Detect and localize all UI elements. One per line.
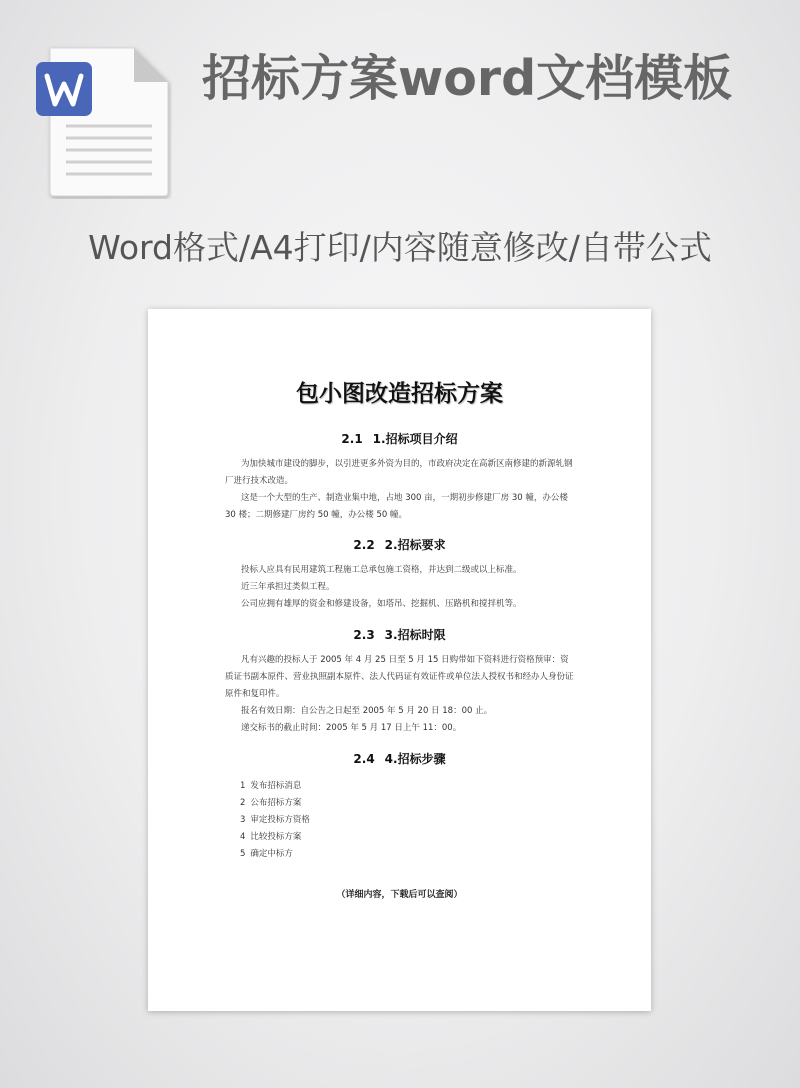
paragraph: 投标人应具有民用建筑工程施工总承包施工资格，并达到二级或以上标准。: [241, 565, 522, 575]
list-item: 2 公布招标方案: [240, 798, 302, 808]
document-title: 包小图改造招标方案: [296, 381, 503, 407]
paragraph: 这是一个大型的生产、制造业集中地，占地 300 亩，一期初步修建厂房 30 幢，办公楼 30 楼；二期修建厂房约 50 幢，办公楼 50 幢。: [225, 493, 568, 520]
paragraph: 凡有兴趣的投标人于 2005 年 4 月 25 日至 5 月 15 日购带如下资料进行资格预审：资质证书副本原件、营业执照副本原件、法人代码证有效证件或单位法人授权书和经办人身份证原件和复印件。: [225, 655, 574, 699]
section-heading: [148, 626, 651, 643]
section-heading: [148, 750, 651, 767]
section-number: 2.2: [353, 538, 375, 552]
word-file-icon: [36, 44, 172, 199]
list-item: 4 比较投标方案: [240, 832, 302, 842]
paragraph: 递交标书的截止时间：2005 年 5 月 17 日上午 11：00。: [241, 723, 462, 733]
section-title: 2.招标要求: [384, 538, 446, 552]
paragraph: 近三年承担过类似工程。: [241, 582, 335, 592]
section-title: 3.招标时限: [384, 628, 446, 642]
section-number: 2.3: [353, 628, 375, 642]
list-item: 1 发布招标消息: [240, 781, 302, 791]
section-heading: [148, 430, 651, 447]
document-preview: [148, 309, 651, 1011]
section-number: 2.1: [341, 432, 363, 446]
section-title: 4.招标步骤: [384, 752, 446, 766]
paragraph: 公司应拥有雄厚的资金和修建设备，如塔吊、挖掘机、压路机和搅拌机等。: [241, 599, 522, 609]
section-title: 1.招标项目介绍: [372, 432, 458, 446]
section-number: 2.4: [353, 752, 375, 766]
list-item: 5 确定中标方: [240, 849, 293, 859]
download-note: （详细内容，下载后可以查阅）: [336, 890, 463, 900]
list-item: 3 审定投标方资格: [240, 815, 310, 825]
page-title: 招标方案word文档模板: [202, 50, 733, 107]
paragraph: 报名有效日期：自公告之日起至 2005 年 5 月 20 日 18：00 止。: [241, 706, 493, 716]
page-subtitle: Word格式/A4打印/内容随意修改/自带公式: [88, 228, 712, 267]
section-heading: [148, 536, 651, 553]
paragraph: 为加快城市建设的脚步，以引进更多外资为目的，市政府决定在高新区南修建的新源轧钢厂进行技术改造。: [225, 459, 573, 486]
